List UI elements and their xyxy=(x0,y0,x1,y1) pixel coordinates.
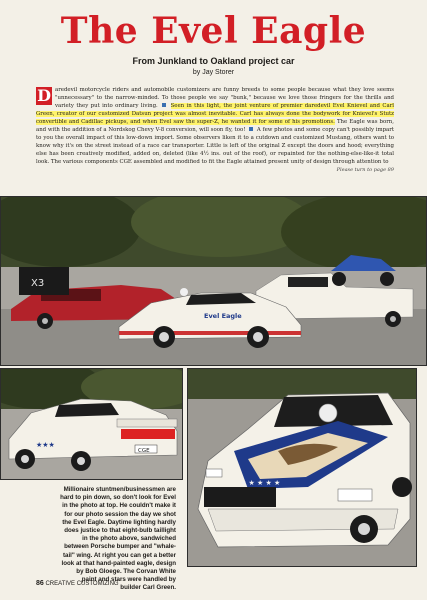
svg-text:★ ★ ★ ★ ★: ★ ★ ★ ★ ★ xyxy=(240,479,281,487)
page-number: 86 xyxy=(36,580,44,587)
photo-front-view xyxy=(187,368,417,567)
article-subtitle: From Junkland to Oakland project car xyxy=(132,56,295,66)
magazine-name: CREATIVE CUSTOMIZING xyxy=(45,581,119,587)
photo-front-view-image xyxy=(188,369,417,567)
truck-plate-text: X3 xyxy=(31,278,45,289)
paragraph-eagle: The Eagle was born, and with the addition of a Nordskog Chevy V-8 conversion, will soon fly, too! xyxy=(36,119,394,133)
svg-text:★★★: ★★★ xyxy=(36,441,55,449)
car-lettering: Evel Eagle xyxy=(204,312,242,320)
article-title: The Evel Eagle xyxy=(60,10,367,52)
separator-square xyxy=(249,127,253,131)
body-text xyxy=(36,86,394,174)
page-folio xyxy=(36,580,119,587)
photo-top-group xyxy=(0,196,427,366)
byline: by Jay Storer xyxy=(192,69,235,76)
paragraph-impact: A few photos and some copy can't possibly impart to you the overall impact of this low-down import. Some observers liken it to a cutdown and customized Mustang, others want to know why it's on the street instead of a race car transporter. Little is left of the original Z except the doors and hood; everything else has been creatively modified, added on, deleted (like 4½ ins. out of the roof), or repainted for the nothing-else-like-it total look. The various components CGE assembled and modified to fit the Eagle attained present unity of design through attention to xyxy=(36,127,395,165)
drop-cap: D xyxy=(37,86,51,105)
photo-rear-view xyxy=(0,368,183,480)
separator-square xyxy=(162,103,166,107)
highlighted-text: Seen in this light, the joint venture of premier daredevil Evel Knievel and Carl Green, creator of our customized Datsun project was almost inevitable. Carl has always done the bodywork for Knievel's Stutz convertible and Cadillac pickups, and when Evel saw the super-Z, he wanted it for some of his promotions. xyxy=(36,103,394,125)
paragraph-intro: aredevil motorcycle riders and automobile customizers are funny breeds to some people because what they love seems "unnecessary" to the narrow-minded. To those people we say "bunk," because we love those fringers for the thrills and variety they put into ordinary living. xyxy=(55,87,394,109)
rear-plate-text: CGE xyxy=(138,448,150,454)
photo-rear-view-image xyxy=(1,369,183,480)
photo-top-group-image xyxy=(1,197,427,366)
photo-caption: Millionaire stuntmen/businessmen are hard to pin down, so don't look for Evel in the photo at top. He couldn't make it for our photo session the day we shot the Evel Eagle. Daytime lighting hardly does justice to that eight-bulb taillight in the photo above, sandwiched between Porsche bumper and "whale-tail" wing. At right you can get a better look at that hand-painted eagle, design by Bob Gloege. The Corvan White paint and stars were handled by builder Carl Green. xyxy=(60,486,176,592)
continued-note: Please turn to page 89 xyxy=(336,167,394,173)
